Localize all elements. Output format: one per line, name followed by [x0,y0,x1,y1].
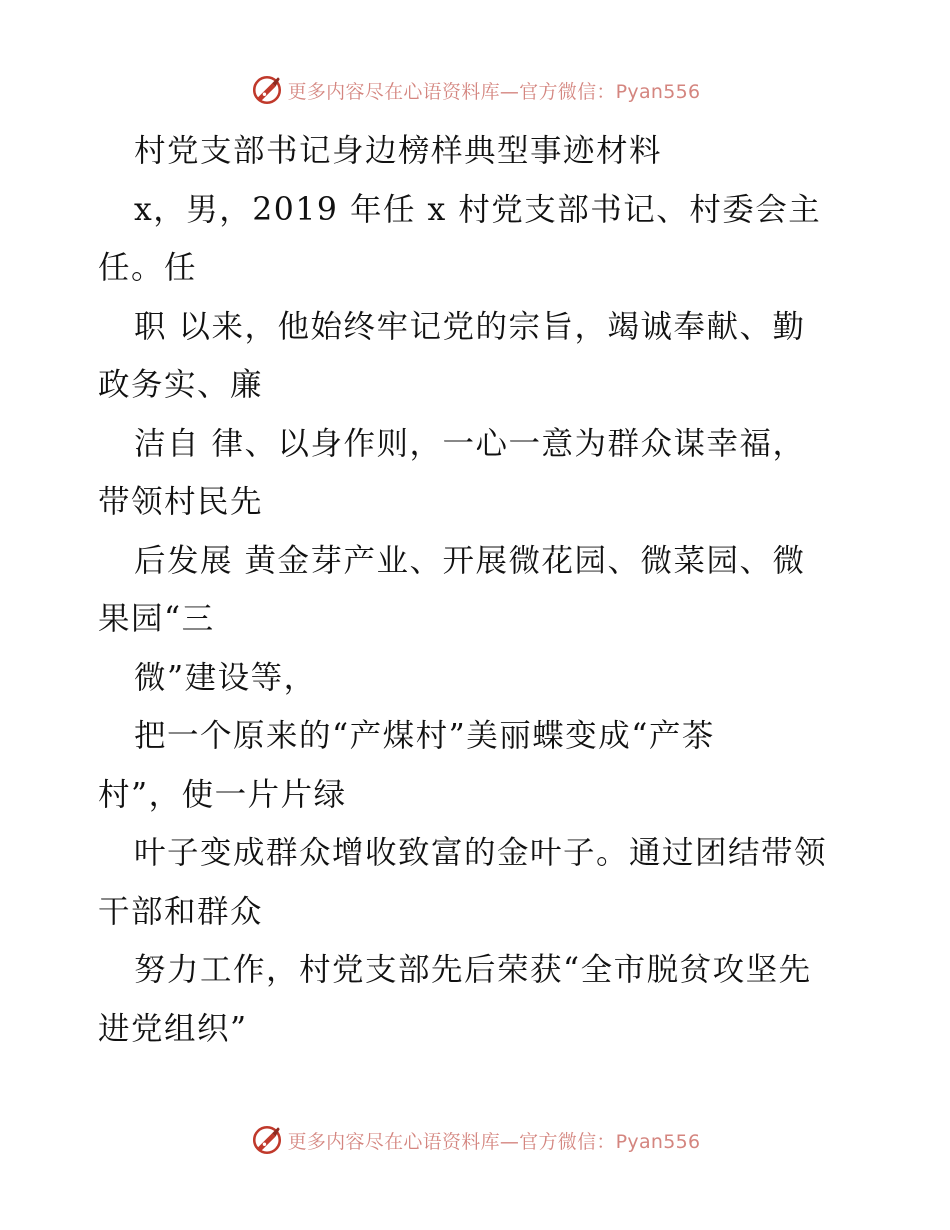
paragraph-line: 把一个原来的“产煤村”美丽蝶变成“产茶 [134,718,715,754]
paragraph-line: 带领村民先 [98,484,264,520]
paragraph-line: 后发展 黄金芽产业、开展微花园、微菜园、微 [134,542,806,579]
paragraph-line: 村”，使一片片绿 [98,776,347,813]
watermark-text: 更多内容尽在心语资料库—官方微信：Pyan556 [287,1130,701,1153]
paragraph-line: 职 以来，他始终牢记党的宗旨，竭诚奉献、勤 [134,308,806,345]
document-title: 村党支部书记身边榜样典型事迹材料 [134,133,663,169]
paragraph-line: 叶子变成群众增收致富的金叶子。通过团结带领 [134,835,828,871]
paragraph-line: 任。任 [98,250,198,286]
paragraph-line: 干部和群众 [98,893,264,930]
paragraph-line: 努力工作，村党支部先后荣获“全市脱贫攻坚先 [134,952,812,988]
paragraph-line: 政务实、廉 [98,367,264,403]
pen-nib-logo-icon [250,73,284,107]
header-watermark [0,70,950,110]
paragraph-line: 洁自 律、以身作则，一心一意为群众谋幸福， [134,425,806,462]
pen-nib-logo-icon [250,1123,284,1157]
footer-watermark [0,1120,950,1160]
paragraph-line: 微”建设等， [134,659,317,696]
watermark-text: 更多内容尽在心语资料库—官方微信：Pyan556 [287,80,701,103]
paragraph-line: 果园“三 [98,601,215,637]
document-body [98,122,858,1058]
paragraph-line: x，男，2019 年任 x 村党支部书记、村委会主 [134,191,822,228]
paragraph-line: 进党组织” [98,1010,248,1047]
